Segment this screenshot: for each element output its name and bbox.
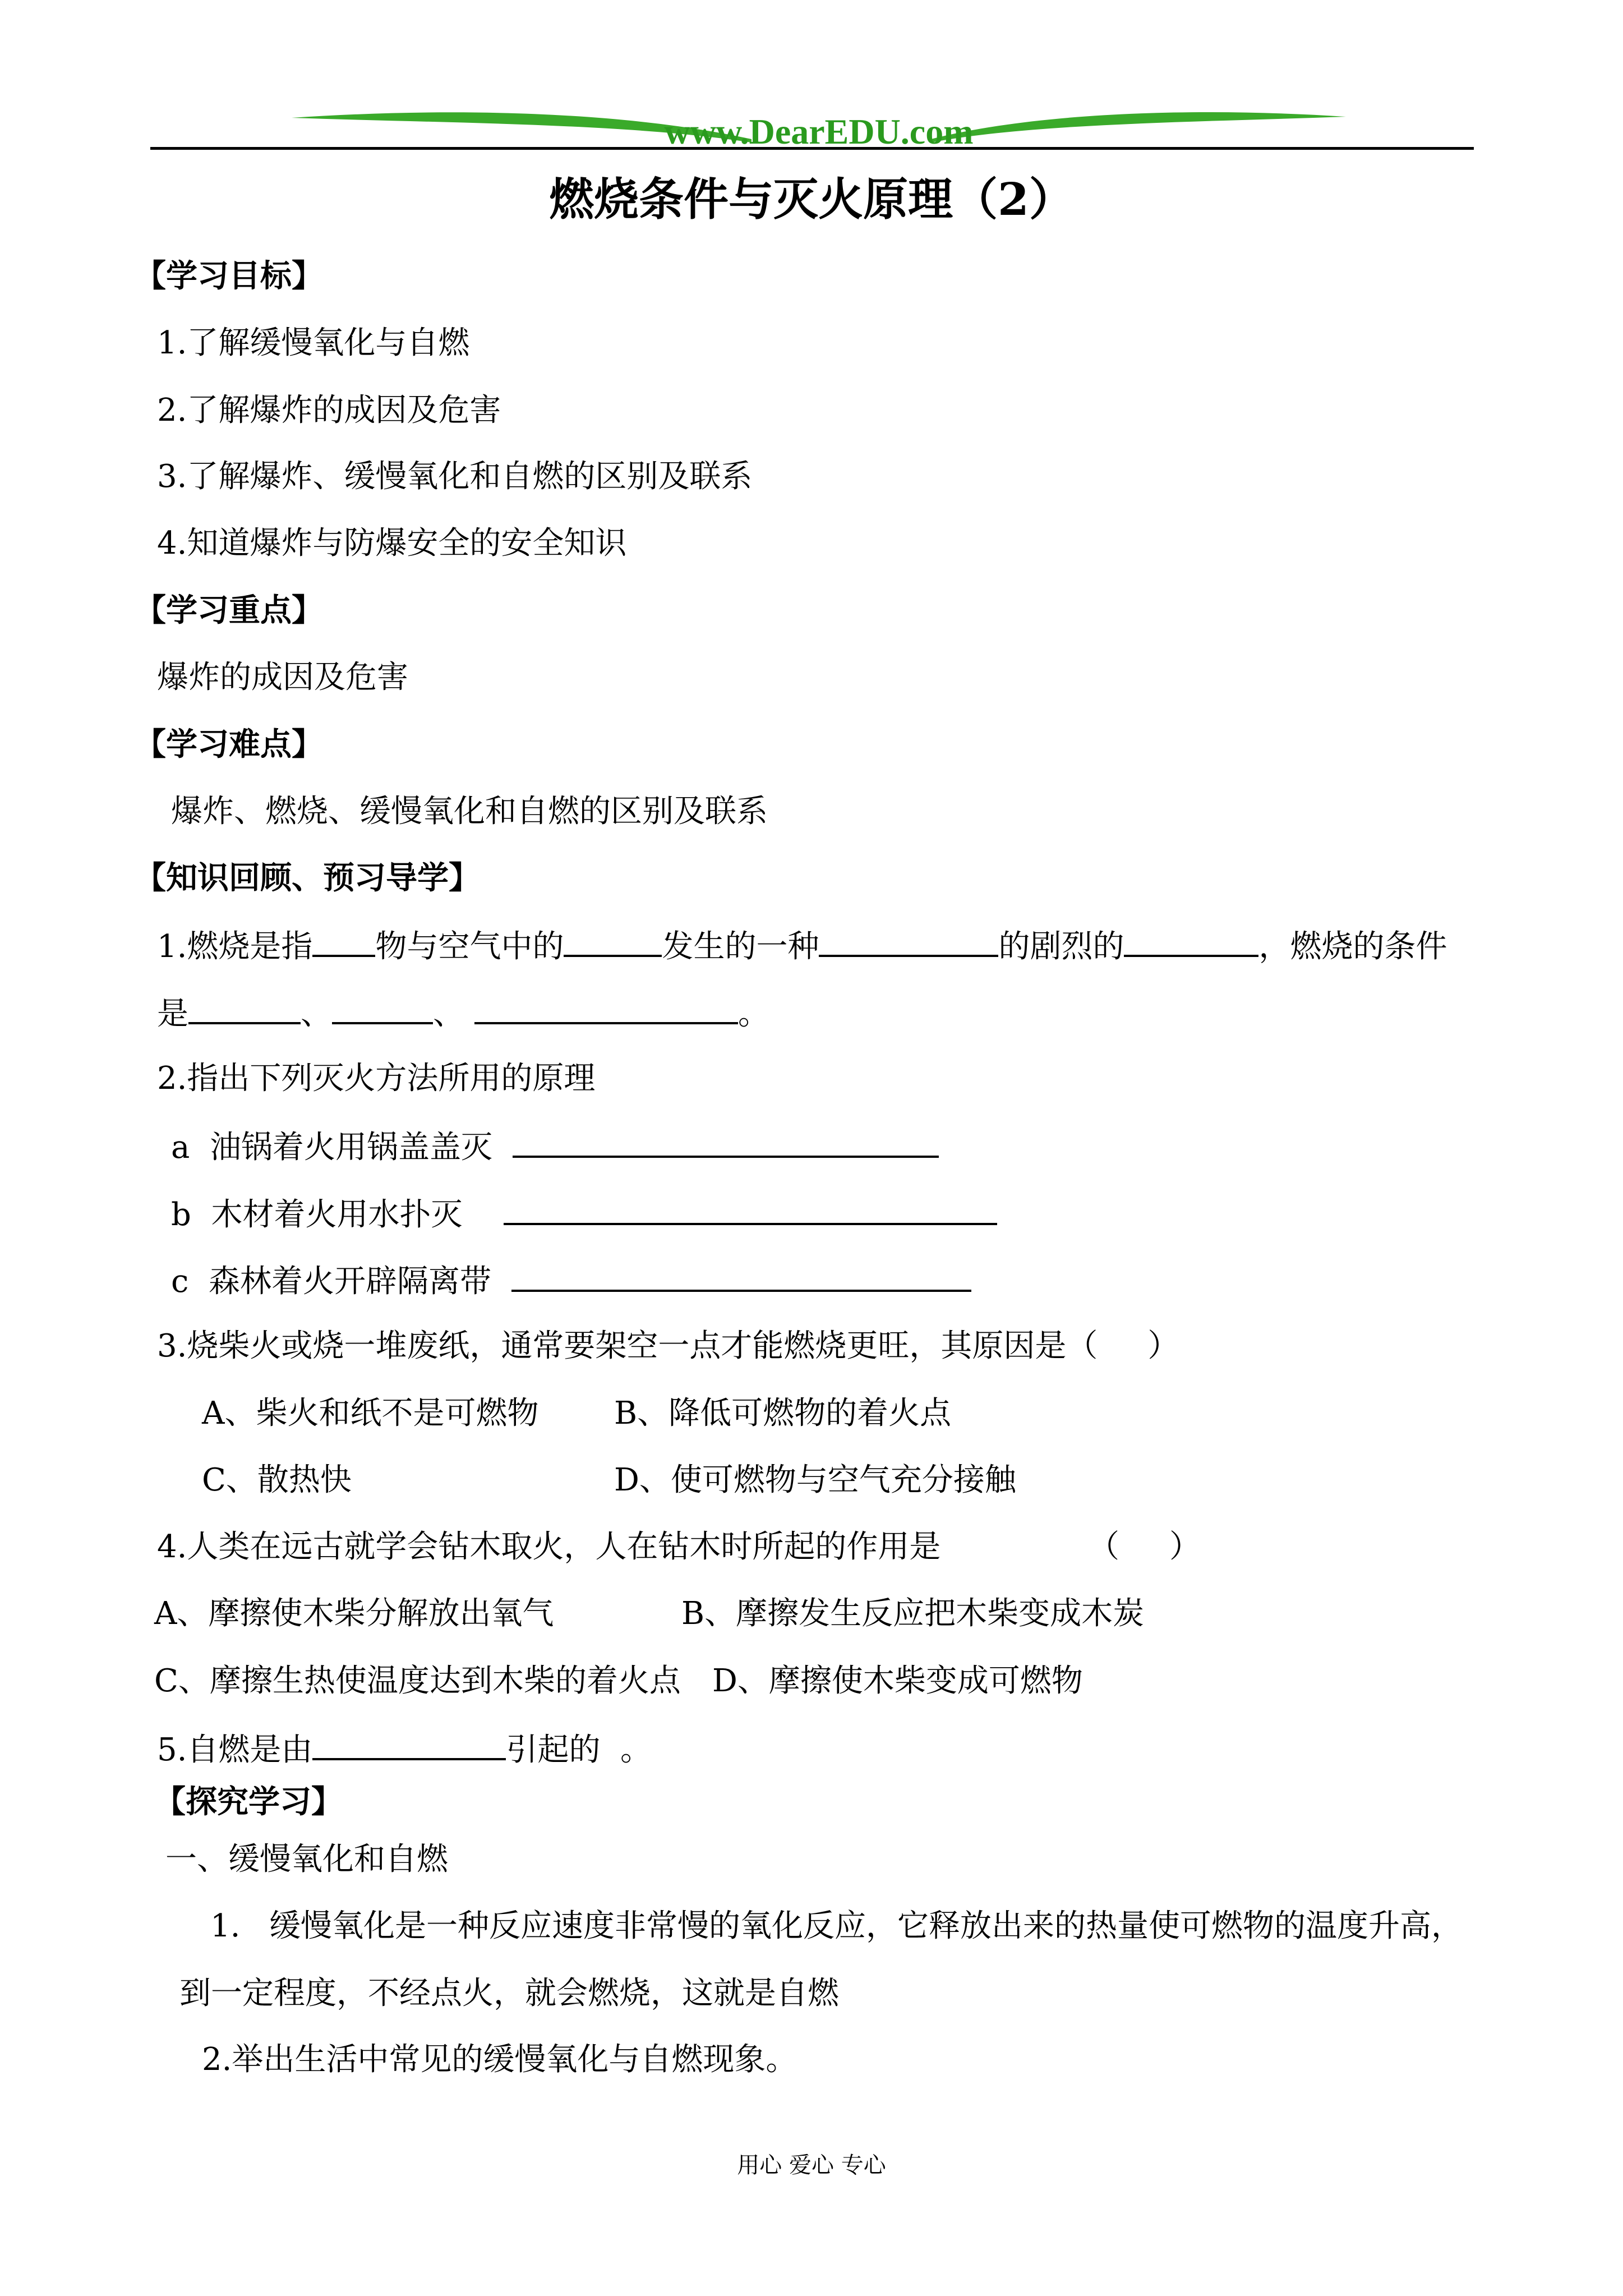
blank: [1124, 927, 1258, 957]
explore-subheading: 一、缓慢氧化和自燃: [165, 1841, 448, 1878]
goal-item: 4.知道爆炸与防爆安全的安全知识: [157, 525, 627, 562]
question-1-line-1: 1.燃烧是指 物与空气中的 发生的一种 的剧烈的 ，燃烧的条件: [157, 927, 1447, 965]
question-2c: c 森林着火开辟隔离带: [171, 1262, 971, 1300]
question-1-line-2: 是 、 、 。: [157, 994, 769, 1032]
goals-heading: 【学习目标】: [135, 257, 323, 295]
question-4-option-a: A、摩擦使木柴分解放出氧气: [154, 1595, 554, 1632]
question-3-option-a: A、柴火和纸不是可燃物: [202, 1395, 539, 1432]
blank: [312, 927, 375, 957]
question-4-option-b: B、摩擦发生反应把木柴变成木炭: [681, 1595, 1145, 1632]
explore-item-1-line-2: 到一定程度，不经点火，就会燃烧，这就是自燃: [179, 1975, 839, 2012]
blank: [474, 994, 738, 1024]
goal-item: 1.了解缓慢氧化与自燃: [157, 325, 470, 361]
difficult-heading: 【学习难点】: [135, 726, 323, 763]
question-3-option-c: C、散热快: [202, 1462, 352, 1498]
explore-item-2: 2.举出生活中常见的缓慢氧化与自燃现象。: [202, 2041, 797, 2078]
blank: [513, 1128, 939, 1158]
blank: [312, 1730, 506, 1760]
blank: [332, 994, 433, 1024]
question-5: 5.自燃是由 引起的 。: [157, 1730, 652, 1768]
question-2b: b 木材着火用水扑灭: [171, 1195, 997, 1233]
page-title: 燃烧条件与灭火原理（2）: [549, 173, 1074, 226]
key-heading: 【学习重点】: [135, 592, 323, 629]
question-4-stem: 4.人类在远古就学会钻木取火，人在钻木时所起的作用是: [157, 1529, 941, 1565]
blank: [188, 994, 301, 1024]
review-heading: 【知识回顾、预习导学】: [135, 859, 480, 896]
blank: [511, 1262, 971, 1292]
goal-item: 2.了解爆炸的成因及危害: [157, 392, 501, 429]
question-4-option-d: D、摩擦使木柴变成可燃物: [712, 1663, 1083, 1699]
explore-item-1-line-1: 缓慢氧化是一种反应速度非常慢的氧化反应，它释放出来的热量使可燃物的温度升高，: [269, 1908, 1463, 1944]
question-3-stem: 3.烧柴火或烧一堆废纸，通常要架空一点才能燃烧更旺，其原因是（ ）: [157, 1328, 1179, 1364]
question-2a: a 油锅着火用锅盖盖灭: [171, 1128, 939, 1166]
blank: [504, 1195, 997, 1225]
page-footer: 用心 爱心 专心: [737, 2152, 886, 2178]
logo-text: www.DearEDU.com: [664, 112, 974, 151]
blank: [819, 927, 998, 957]
header-rule: [150, 147, 1474, 150]
question-3-option-b: B、降低可燃物的着火点: [614, 1395, 952, 1432]
question-4-answer-paren: （ ）: [1088, 1529, 1201, 1565]
difficult-text: 爆炸、燃烧、缓慢氧化和自燃的区别及联系: [171, 793, 768, 830]
dearedu-logo: [292, 107, 1346, 163]
key-text: 爆炸的成因及危害: [157, 659, 408, 696]
explore-heading: 【探究学习】: [154, 1783, 343, 1820]
blank: [564, 927, 662, 957]
question-4-option-c: C、摩擦生热使温度达到木柴的着火点: [154, 1663, 681, 1699]
question-3-option-d: D、使可燃物与空气充分接触: [614, 1462, 1016, 1498]
explore-item-1-number: 1.: [210, 1908, 241, 1944]
question-2-intro: 2.指出下列灭火方法所用的原理: [157, 1060, 596, 1097]
goal-item: 3.了解爆炸、缓慢氧化和自燃的区别及联系: [157, 458, 753, 495]
